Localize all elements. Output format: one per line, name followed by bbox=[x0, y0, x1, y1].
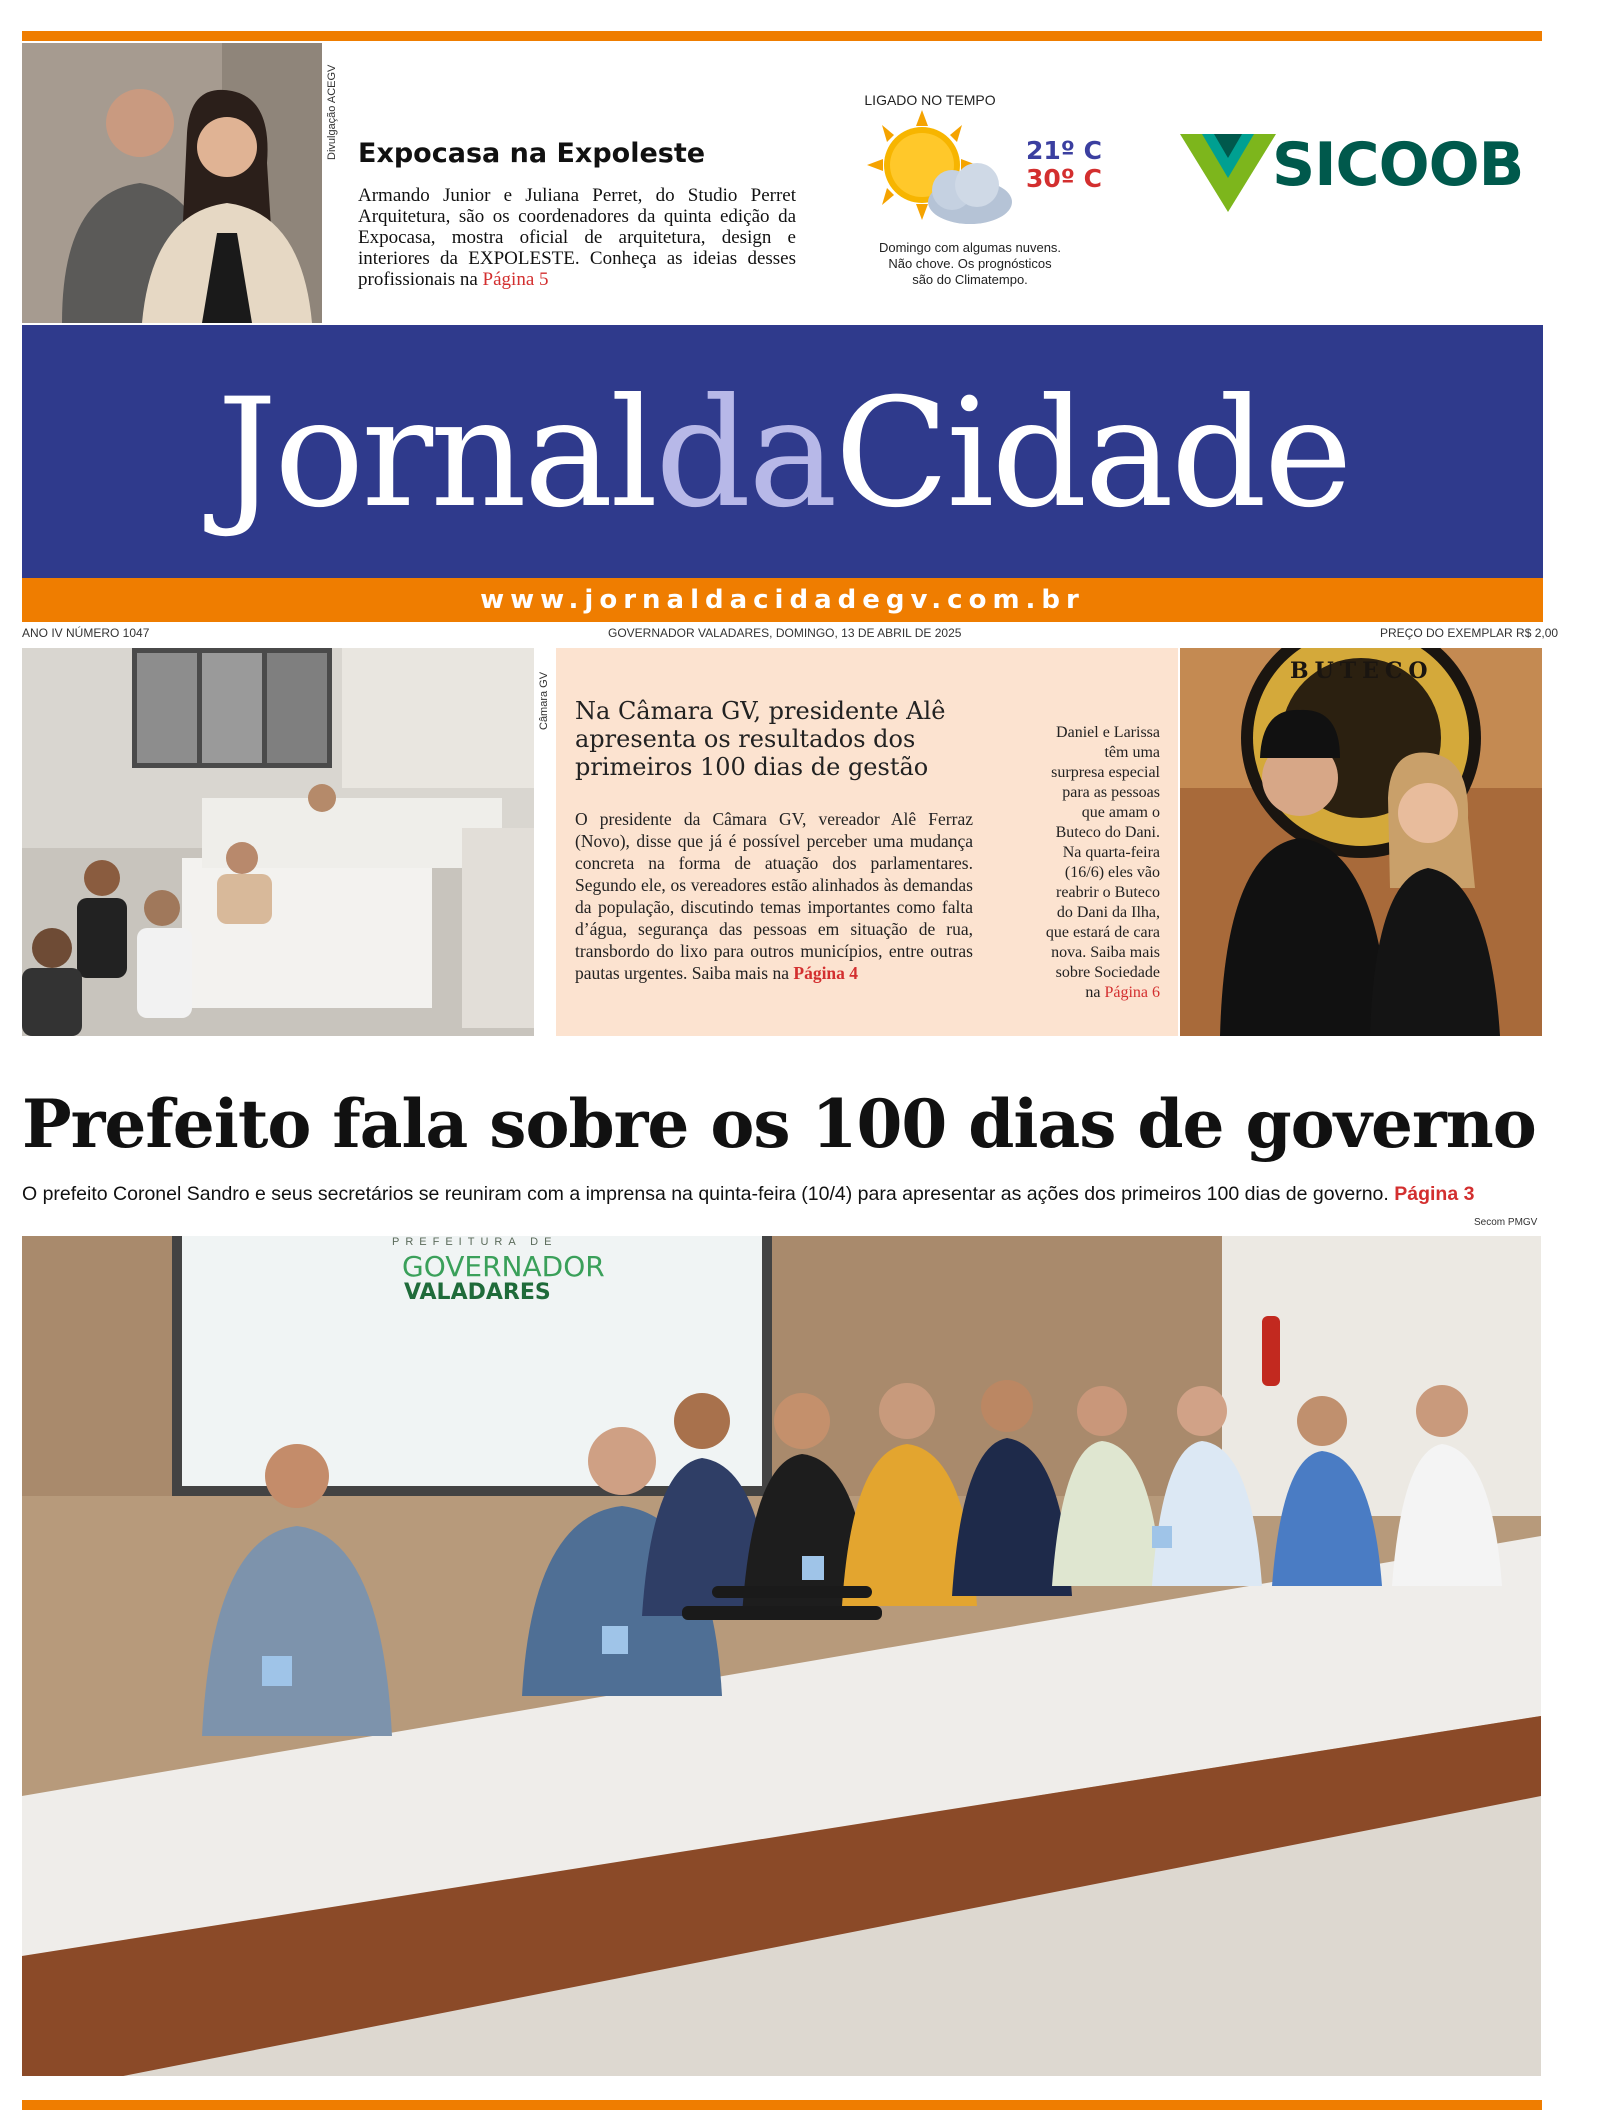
url-bar bbox=[22, 578, 1543, 622]
temp-max: 30º C bbox=[1026, 164, 1102, 193]
sun-cloud-icon bbox=[862, 110, 1022, 230]
screen-text-big: GOVERNADOR bbox=[402, 1250, 605, 1283]
camara-photo-credit: Câmara GV bbox=[538, 671, 550, 730]
buteco-line: que amam o bbox=[1081, 804, 1160, 821]
buteco-line: (16/6) eles vão bbox=[1064, 864, 1160, 881]
buteco-sign: BUTECO bbox=[1290, 658, 1434, 684]
weather-description bbox=[860, 240, 1080, 288]
sicoob-logo[interactable] bbox=[1180, 126, 1540, 212]
weather-desc-line1: Domingo com algumas nuvens. bbox=[878, 240, 1062, 255]
buteco-photo bbox=[1180, 648, 1542, 1036]
buteco-last-prefix: na bbox=[1085, 984, 1101, 1001]
top-rule bbox=[22, 31, 1542, 41]
main-page-link[interactable]: Página 3 bbox=[1394, 1183, 1475, 1205]
main-subline bbox=[22, 1183, 1474, 1206]
bottom-rule bbox=[22, 2100, 1542, 2110]
main-photo-illustration bbox=[22, 1236, 1541, 2076]
screen-text-small: PREFEITURA DE bbox=[392, 1236, 558, 1248]
expocasa-body-text: Armando Junior e Juliana Perret, do Studio Perret Arquitetura, são os coordenadores da quinta edição da Expocasa, mostra oficial de arquitetura, design e interiores da EXPOLESTE. Conheça as ideias desses profissionais na bbox=[358, 185, 796, 290]
expocasa-photo-credit: Divulgação ACEGV bbox=[326, 64, 338, 160]
buteco-photo-illustration bbox=[1180, 648, 1542, 1036]
expocasa-photo bbox=[22, 43, 322, 323]
place-date: GOVERNADOR VALADARES, DOMINGO, 13 DE ABRIL DE 2025 bbox=[608, 626, 962, 640]
camara-photo bbox=[22, 648, 534, 1036]
buteco-page-link[interactable]: Página 6 bbox=[1104, 984, 1160, 1001]
screen-text-big2: VALADARES bbox=[404, 1280, 551, 1305]
camara-title-line3: primeiros 100 dias de gestão bbox=[575, 753, 929, 781]
temp-min: 21º C bbox=[1026, 136, 1102, 165]
masthead-title-cidade: Cidade bbox=[834, 367, 1350, 541]
weather-icon bbox=[862, 110, 1022, 230]
buteco-text bbox=[1000, 723, 1160, 1003]
camara-body bbox=[575, 808, 973, 984]
edition-number: ANO IV NÚMERO 1047 bbox=[22, 626, 150, 640]
buteco-line: surpresa especial bbox=[1051, 764, 1160, 781]
buteco-line: reabrir o Buteco bbox=[1056, 884, 1160, 901]
masthead-title-da: da bbox=[655, 367, 835, 541]
sponsor-name: SICOOB bbox=[1272, 130, 1524, 200]
weather-label: LIGADO NO TEMPO bbox=[864, 92, 996, 108]
weather-desc-line2: Não chove. Os prognósticos bbox=[888, 256, 1052, 271]
weather-desc-line3: são do Climatempo. bbox=[912, 272, 1028, 287]
buteco-line: Buteco do Dani. bbox=[1055, 824, 1160, 841]
sicoob-mark-icon bbox=[1180, 126, 1276, 212]
camara-page-link[interactable]: Página 4 bbox=[793, 963, 859, 983]
expocasa-page-link[interactable]: Página 5 bbox=[482, 269, 549, 290]
buteco-line: para as pessoas bbox=[1062, 784, 1160, 801]
main-photo bbox=[22, 1236, 1541, 2076]
expocasa-body bbox=[358, 185, 796, 290]
camara-photo-illustration bbox=[22, 648, 534, 1036]
buteco-line: sobre Sociedade bbox=[1055, 964, 1160, 981]
buteco-line: têm uma bbox=[1104, 744, 1160, 761]
site-url[interactable]: www.jornaldacidadegv.com.br bbox=[480, 585, 1085, 615]
price: PREÇO DO EXEMPLAR R$ 2,00 bbox=[1380, 626, 1559, 640]
main-photo-credit: Secom PMGV bbox=[1474, 1217, 1538, 1228]
masthead bbox=[22, 325, 1543, 578]
camara-title-line1: Na Câmara GV, presidente Alê bbox=[575, 697, 946, 725]
buteco-line: nova. Saiba mais bbox=[1051, 944, 1160, 961]
masthead-title-jornal: Jornal bbox=[217, 367, 656, 541]
camara-body-text: O presidente da Câmara GV, vereador Alê Ferraz (Novo), disse que já é possível perceber uma mudança concreta na forma de atuação dos parlamentares. Segundo ele, os vereadores estão alinhados às demandas da população, discutindo temas importantes como falta d’água, segurança das pessoas em situação de rua, transbordo do lixo para outros municípios, entre outras pautas urgentes. Saiba mais na bbox=[575, 809, 973, 983]
camara-title-line2: apresenta os resultados dos bbox=[575, 725, 916, 753]
main-subline-text: O prefeito Coronel Sandro e seus secretários se reuniram com a imprensa na quinta-feira (10/4) para apresentar as ações dos primeiros 100 dias de governo. bbox=[22, 1183, 1389, 1205]
buteco-line: Na quarta-feira bbox=[1062, 844, 1160, 861]
camara-title bbox=[575, 697, 1015, 781]
expocasa-photo-illustration bbox=[22, 43, 322, 323]
masthead-title[interactable] bbox=[217, 367, 1350, 541]
buteco-last-line bbox=[1000, 983, 1160, 1003]
buteco-line: que estará de cara bbox=[1045, 924, 1160, 941]
main-headline[interactable]: Prefeito fala sobre os 100 dias de governo bbox=[22, 1085, 1536, 1163]
buteco-line: Daniel e Larissa bbox=[1056, 724, 1160, 741]
buteco-line: do Dani da Ilha, bbox=[1056, 904, 1160, 921]
expocasa-title: Expocasa na Expoleste bbox=[358, 138, 706, 169]
